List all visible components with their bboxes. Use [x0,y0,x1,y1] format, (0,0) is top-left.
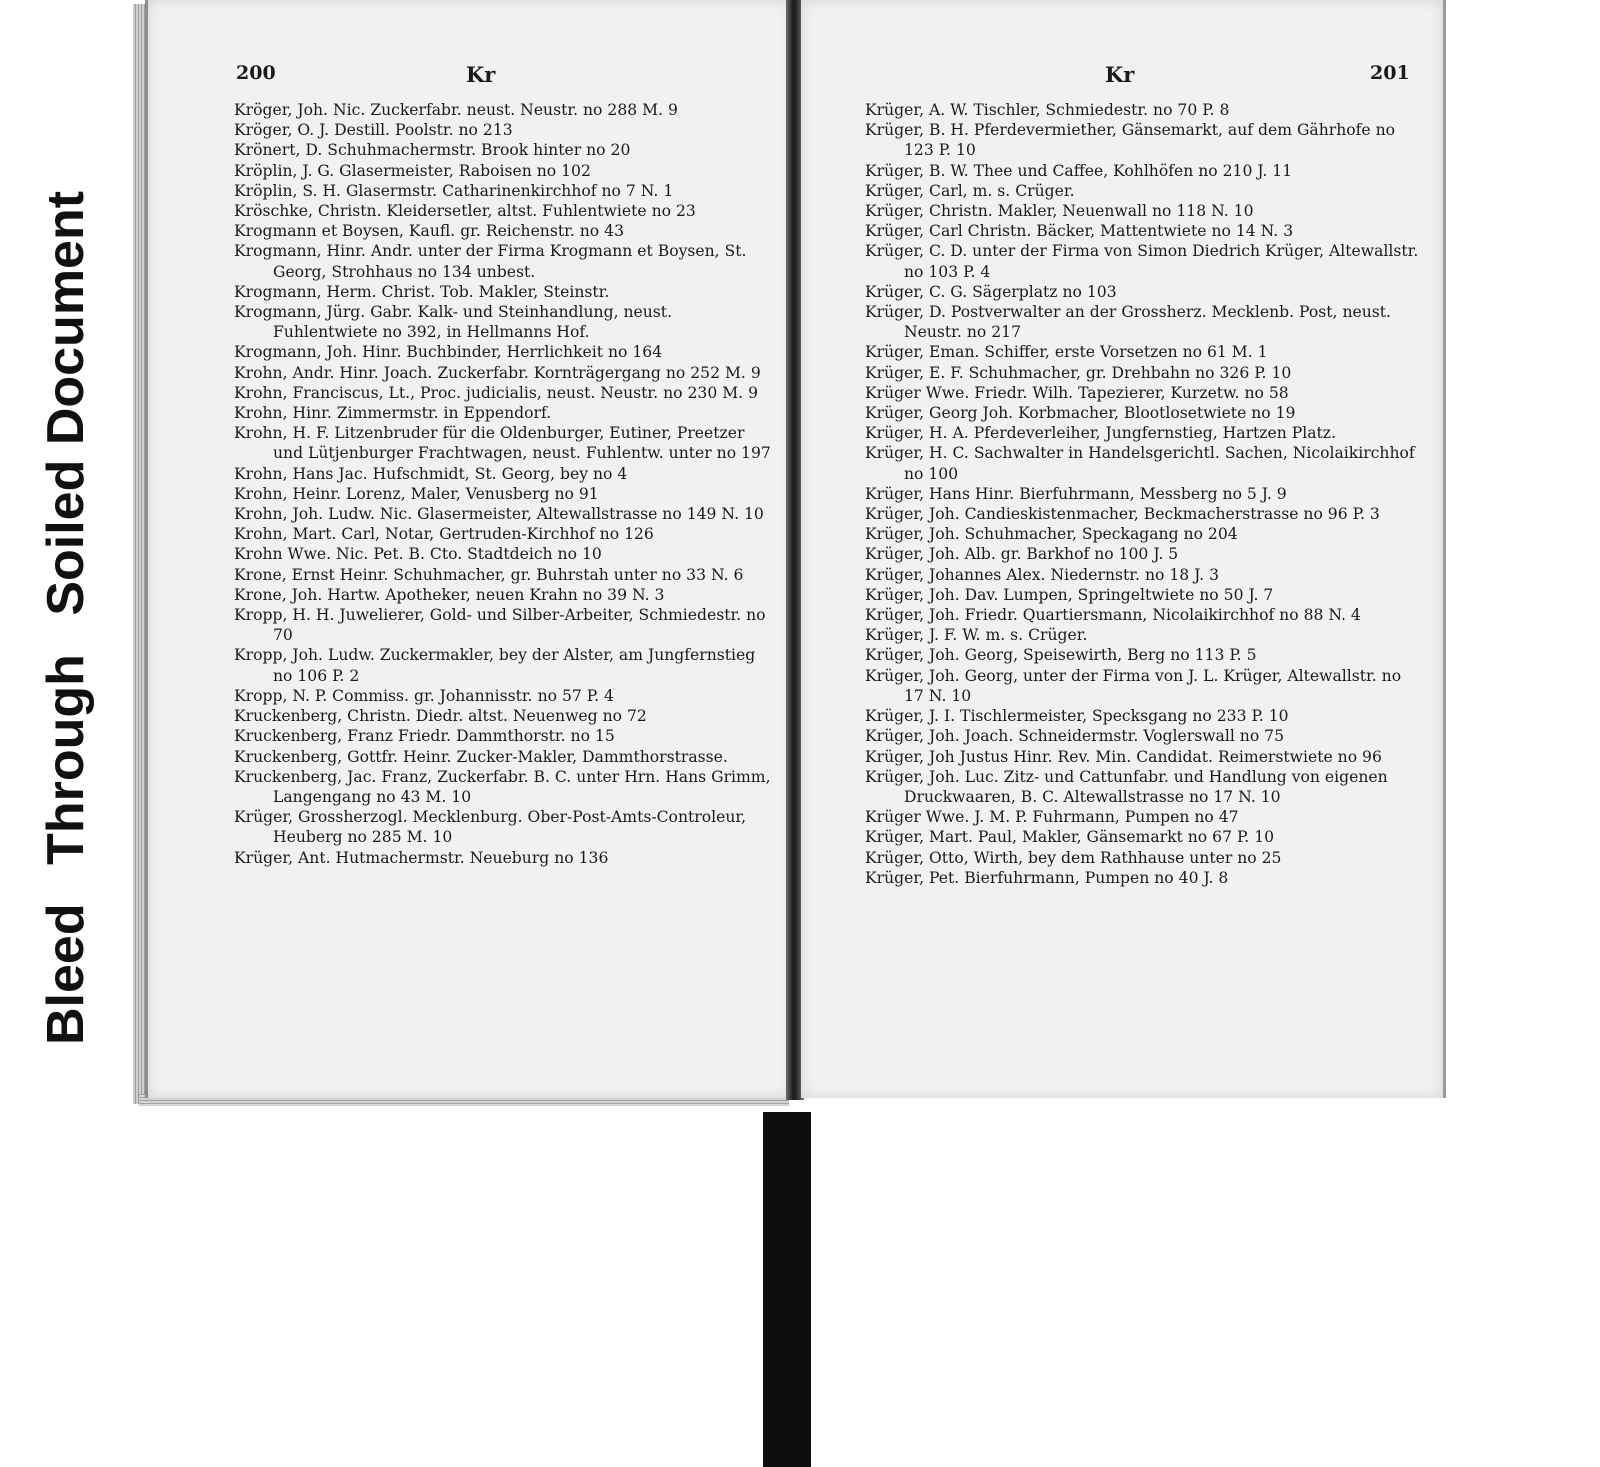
directory-entry: Krohn, Heinr. Lorenz, Maler, Venusberg no 91 [234,484,599,503]
directory-entry: Kröplin, S. H. Glasermstr. Catharinenkirchhof no 7 N. 1 [234,181,674,200]
right-page-running-head: Kr [1105,62,1135,87]
directory-entry: Krohn, Hinr. Zimmermstr. in Eppendorf. [234,404,552,423]
stamp-word-bleed: Bleed [37,903,95,1045]
directory-entry: Krohn, Hans Jac. Hufschmidt, St. Georg, bey no 4 [234,464,628,483]
directory-entry: Krogmann et Boysen, Kaufl. gr. Reichenstr. no 43 [234,222,624,241]
left-page-entries [234,100,779,868]
directory-entry: Krüger, Carl, m. s. Crüger. [865,181,1075,200]
bookmark-ribbon [763,1112,811,1467]
directory-entry: Krüger, Joh. Luc. Zitz- und Cattunfabr. und Handlung von eigenen Druckwaaren, B. C. Altewallstrasse no 17 N. 10 [865,767,1388,806]
directory-entry: Krogmann, Hinr. Andr. unter der Firma Krogmann et Boysen, St. Georg, Strohhaus no 134 unbest. [234,242,747,281]
page-edges-left [133,4,145,1104]
directory-entry: Krüger, J. F. W. m. s. Crüger. [865,626,1088,645]
directory-entry: Krüger, Georg Joh. Korbmacher, Blootlosetwiete no 19 [865,404,1296,423]
directory-entry: Krohn, Andr. Hinr. Joach. Zuckerfabr. Kornträgergang no 252 M. 9 [234,363,761,382]
directory-entry: Krüger, E. F. Schuhmacher, gr. Drehbahn no 326 P. 10 [865,363,1292,382]
directory-entry: Krohn, H. F. Litzenbruder für die Oldenburger, Eutiner, Preetzer und Lütjenburger Frachtwagen, neust. Fuhlentw. unter no 197 [234,424,771,463]
directory-entry: Kruckenberg, Franz Friedr. Dammthorstr. no 15 [234,727,615,746]
directory-entry: Kröger, Joh. Nic. Zuckerfabr. neust. Neustr. no 288 M. 9 [234,101,678,119]
left-page-header [236,62,776,88]
directory-entry: Krönert, D. Schuhmachermstr. Brook hinter no 20 [234,141,631,160]
directory-entry: Krüger, Mart. Paul, Makler, Gänsemarkt no 67 P. 10 [865,828,1275,847]
directory-entry: Krüger, Eman. Schiffer, erste Vorsetzen no 61 M. 1 [865,343,1268,362]
directory-entry: Krohn, Joh. Ludw. Nic. Glasermeister, Altewallstrasse no 149 N. 10 [234,505,764,524]
right-page-entries [865,100,1421,888]
directory-entry: Krüger, Joh. Georg, Speisewirth, Berg no 113 P. 5 [865,646,1257,665]
directory-entry: Krüger Wwe. J. M. P. Fuhrmann, Pumpen no 47 [865,808,1239,827]
directory-entry: Krüger, Joh. Candieskistenmacher, Beckmacherstrasse no 96 P. 3 [865,505,1380,524]
right-page-header [861,62,1421,88]
directory-entry: Krüger, Grossherzogl. Mecklenburg. Ober-Post-Amts-Controleur, Heuberg no 285 M. 10 [234,808,747,847]
directory-entry: Krüger, C. G. Sägerplatz no 103 [865,282,1117,301]
directory-entry: Krüger, Joh. Georg, unter der Firma von J. L. Krüger, Altewallstr. no 17 N. 10 [865,666,1402,705]
directory-entry: Kruckenberg, Jac. Franz, Zuckerfabr. B. C. unter Hrn. Hans Grimm, Langengang no 43 M. 10 [234,767,771,806]
directory-entry: Krüger, Joh. Joach. Schneidermstr. Voglerswall no 75 [865,727,1285,746]
directory-entry: Krüger, Carl Christn. Bäcker, Mattentwiete no 14 N. 3 [865,222,1294,241]
left-page-running-head: Kr [466,62,496,87]
directory-entry: Kruckenberg, Gottfr. Heinr. Zucker-Makler, Dammthorstrasse. [234,747,728,766]
directory-entry: Krüger, Joh. Alb. gr. Barkhof no 100 J. 5 [865,545,1179,564]
directory-entry: Krüger, Johannes Alex. Niedernstr. no 18 J. 3 [865,565,1220,584]
directory-entry: Kröger, O. J. Destill. Poolstr. no 213 [234,121,513,140]
directory-entry: Krüger, Ant. Hutmachermstr. Neueburg no 136 [234,848,609,867]
directory-entry: Krüger, Joh. Friedr. Quartiersmann, Nicolaikirchhof no 88 N. 4 [865,606,1361,625]
bleed-through-soiled-document-stamp [36,35,96,1045]
directory-entry: Kropp, N. P. Commiss. gr. Johannisstr. no 57 P. 4 [234,686,614,705]
left-page-number: 200 [236,62,276,84]
directory-entry: Krüger, H. A. Pferdeverleiher, Jungfernstieg, Hartzen Platz. [865,424,1336,443]
directory-entry: Kröplin, J. G. Glasermeister, Raboisen no 102 [234,161,591,180]
directory-entry: Krüger, C. D. unter der Firma von Simon Diedrich Krüger, Altewallstr. no 103 P. 4 [865,242,1419,281]
open-book [133,0,1451,1112]
directory-entry: Krogmann, Jürg. Gabr. Kalk- und Steinhandlung, neust. Fuhlentwiete no 392, in Hellmanns Hof. [234,303,673,342]
directory-entry: Kropp, H. H. Juwelierer, Gold- und Silber-Arbeiter, Schmiedestr. no 70 [234,606,766,645]
right-page-number: 201 [1370,62,1410,84]
directory-entry: Krüger, Joh. Dav. Lumpen, Springeltwiete no 50 J. 7 [865,585,1274,604]
directory-entry: Krüger, Joh Justus Hinr. Rev. Min. Candidat. Reimerstwiete no 96 [865,747,1382,766]
directory-entry: Kruckenberg, Christn. Diedr. altst. Neuenweg no 72 [234,707,647,726]
directory-entry: Krüger, D. Postverwalter an der Grossherz. Mecklenb. Post, neust. Neustr. no 217 [865,303,1391,342]
directory-entry: Krüger, Otto, Wirth, bey dem Rathhause unter no 25 [865,848,1282,867]
stamp-word-soiled-document: Soiled Document [37,190,95,616]
directory-entry: Krüger, J. I. Tischlermeister, Specksgang no 233 P. 10 [865,707,1289,726]
directory-entry: Krogmann, Joh. Hinr. Buchbinder, Herrlichkeit no 164 [234,343,663,362]
directory-entry: Krüger, B. W. Thee und Caffee, Kohlhöfen no 210 J. 11 [865,161,1293,180]
directory-entry: Krogmann, Herm. Christ. Tob. Makler, Steinstr. [234,282,610,301]
directory-entry: Krüger Wwe. Friedr. Wilh. Tapezierer, Kurzetw. no 58 [865,383,1289,402]
directory-entry: Kropp, Joh. Ludw. Zuckermakler, bey der Alster, am Jungfernstieg no 106 P. 2 [234,646,756,685]
left-page [145,0,792,1098]
directory-entry: Krüger, B. H. Pferdevermiether, Gänsemarkt, auf dem Gährhofe no 123 P. 10 [865,121,1396,160]
directory-entry: Krohn, Franciscus, Lt., Proc. judicialis, neust. Neustr. no 230 M. 9 [234,383,758,402]
right-page [801,0,1446,1098]
directory-entry: Krohn, Mart. Carl, Notar, Gertruden-Kirchhof no 126 [234,525,654,544]
directory-entry: Krüger, Pet. Bierfuhrmann, Pumpen no 40 J. 8 [865,868,1229,887]
directory-entry: Kröschke, Christn. Kleidersetler, altst. Fuhlentwiete no 23 [234,202,696,221]
directory-entry: Krone, Ernst Heinr. Schuhmacher, gr. Buhrstah unter no 33 N. 6 [234,565,744,584]
directory-entry: Krüger, Hans Hinr. Bierfuhrmann, Messberg no 5 J. 9 [865,484,1287,503]
directory-entry: Krohn Wwe. Nic. Pet. B. Cto. Stadtdeich no 10 [234,545,602,564]
directory-entry: Krüger, H. C. Sachwalter in Handelsgerichtl. Sachen, Nicolaikirchhof no 100 [865,444,1415,483]
directory-entry: Krüger, Joh. Schuhmacher, Speckagang no 204 [865,525,1238,544]
directory-entry: Krone, Joh. Hartw. Apotheker, neuen Krahn no 39 N. 3 [234,585,665,604]
directory-entry: Krüger, Christn. Makler, Neuenwall no 118 N. 10 [865,202,1254,221]
stamp-word-through: Through [37,654,95,865]
directory-entry: Krüger, A. W. Tischler, Schmiedestr. no 70 P. 8 [865,101,1230,119]
